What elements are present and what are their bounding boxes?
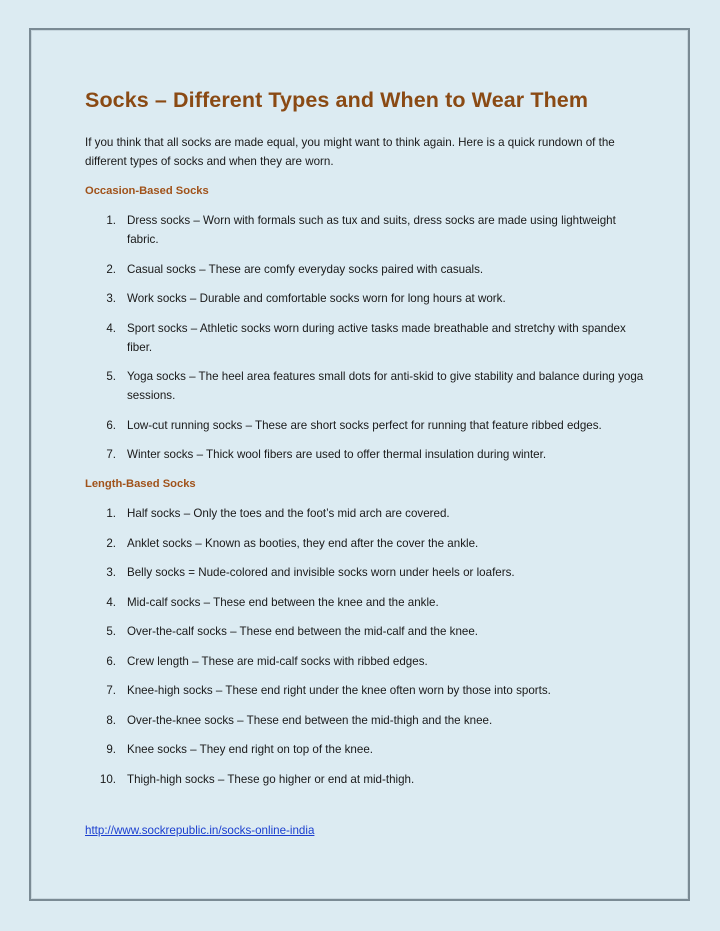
list-item: 2. Anklet socks – Known as booties, they end after the cover the ankle. bbox=[106, 536, 479, 550]
occasion-socks-list bbox=[85, 211, 645, 464]
document-title: Socks – Different Types and When to Wear Them bbox=[85, 88, 589, 112]
list-item: 6. Low-cut running socks – These are short socks perfect for running that feature ribbed edges. bbox=[106, 418, 602, 432]
list-item: 10. Thigh-high socks – These go higher or end at mid-thigh. bbox=[99, 772, 415, 786]
list-item: 3. Work socks – Durable and comfortable socks worn for long hours at work. bbox=[106, 292, 506, 305]
intro-paragraph: If you think that all socks are made equal, you might want to think again. Here is a quick rundown of the different types of socks and when they are worn. bbox=[85, 136, 615, 168]
list-item: 9. Knee socks – They end right on top of the knee. bbox=[106, 743, 373, 756]
list-item: 4. Mid-calf socks – These end between the knee and the ankle. bbox=[106, 595, 439, 609]
list-item: 5. Over-the-calf socks – These end between the mid-calf and the knee. bbox=[106, 625, 479, 638]
document-body bbox=[85, 88, 645, 839]
list-item: 7. Knee-high socks – These end right under the knee often worn by those into sports. bbox=[106, 684, 551, 697]
section-heading-length: Length-Based Socks bbox=[85, 478, 196, 490]
list-item: 7. Winter socks – Thick wool fibers are used to offer thermal insulation during winter. bbox=[106, 448, 547, 461]
list-item: 5. Yoga socks – The heel area features small dots for anti-skid to give stability and balance during yoga sessions. bbox=[106, 370, 644, 402]
list-item: 3. Belly socks = Nude-colored and invisible socks worn under heels or loafers. bbox=[106, 566, 515, 579]
list-item: 8. Over-the-knee socks – These end between the mid-thigh and the knee. bbox=[106, 713, 493, 727]
list-item: 1. Dress socks – Worn with formals such as tux and suits, dress socks are made using lightweight fabric. bbox=[106, 214, 616, 246]
length-socks-list bbox=[85, 504, 645, 789]
list-item: 6. Crew length – These are mid-calf socks with ribbed edges. bbox=[106, 654, 428, 668]
list-item: 4. Sport socks – Athletic socks worn during active tasks made breathable and stretchy with spandex fiber. bbox=[106, 321, 626, 354]
list-item: 1. Half socks – Only the toes and the foot’s mid arch are covered. bbox=[106, 507, 450, 520]
list-item: 2. Casual socks – These are comfy everyday socks paired with casuals. bbox=[106, 262, 484, 276]
source-link[interactable]: http://www.sockrepublic.in/socks-online-india bbox=[85, 824, 315, 837]
section-heading-occasion: Occasion-Based Socks bbox=[85, 185, 209, 197]
